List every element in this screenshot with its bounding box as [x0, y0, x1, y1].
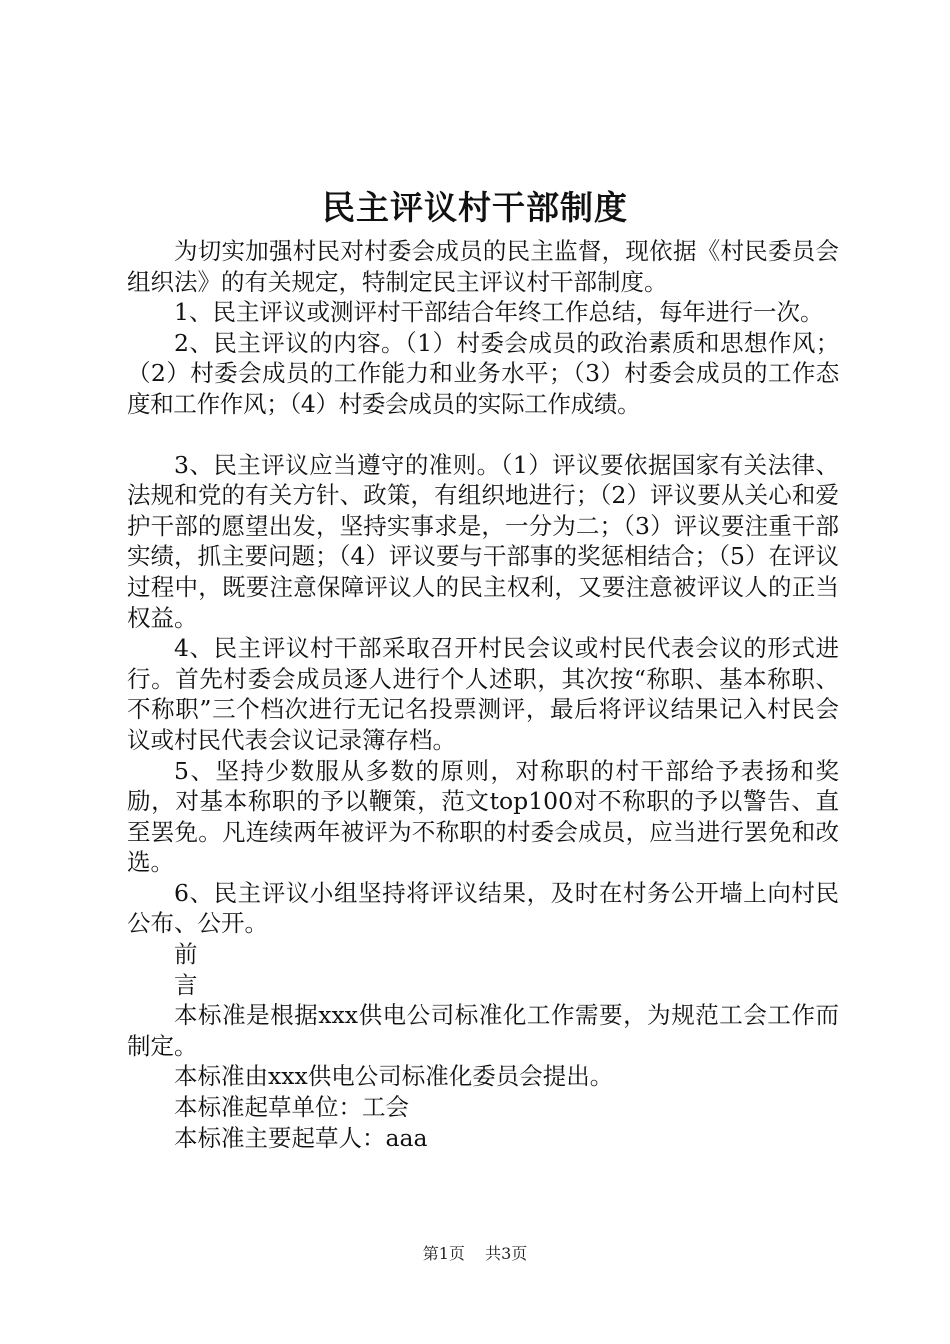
preface-heading-part-1: 前: [174, 940, 198, 969]
preface-paragraph-1: 本标准是根据xxx供电公司标准化工作需要，为规范工会工作而制定。: [127, 1001, 839, 1060]
preface-paragraph-3: 本标准起草单位：工会: [174, 1093, 409, 1122]
preface-paragraph-4: 本标准主要起草人：aaa: [174, 1123, 428, 1152]
intro-paragraph: 为切实加强村民对村委会成员的民主监督，现依据《村民委员会组织法》的有关规定，特制定民主评议村干部制度。: [127, 237, 839, 296]
page-number: 第1页: [422, 1244, 465, 1263]
page-footer: [0, 1243, 950, 1265]
clause-6-paragraph: 6、民主评议小组坚持将评议结果，及时在村务公开墙上向村民公布、公开。: [127, 878, 839, 938]
page-total: 共3页: [485, 1244, 528, 1263]
clause-3-paragraph: 3、民主评议应当遵守的准则。（1）评议要依据国家有关法律、法规和党的有关方针、政策，有组织地进行；（2）评议要从关心和爱护干部的愿望出发，坚持实事求是，一分为二；（3）评议要注重干部实绩，抓主要问题；（4）评议要与干部事的奖惩相结合；（5）在评议过程中，既要注意保障评议人的民主权利，又要注意被评议人的正当权益。: [127, 450, 839, 632]
clause-2-paragraph: 2、民主评议的内容。（1）村委会成员的政治素质和思想作风；（2）村委会成员的工作能力和业务水平；（3）村委会成员的工作态度和工作作风；（4）村委会成员的实际工作成绩。: [127, 328, 839, 418]
preface-heading-part-2: 言: [174, 970, 198, 999]
clause-5-paragraph: 5、坚持少数服从多数的原则，对称职的村干部给予表扬和奖励，对基本称职的予以鞭策，范文top100对不称职的予以警告、直至罢免。凡连续两年被评为不称职的村委会成员，应当进行罢免和改选。: [127, 756, 839, 877]
document-title: 民主评议村干部制度: [322, 188, 628, 227]
clause-1-paragraph: 1、民主评议或测评村干部结合年终工作总结，每年进行一次。: [174, 298, 824, 327]
clause-4-paragraph: 4、民主评议村干部采取召开村民会议或村民代表会议的形式进行。首先村委会成员逐人进行个人述职，其次按“称职、基本称职、不称职”三个档次进行无记名投票测评，最后将评议结果记入村民会议或村民代表会议记录簿存档。: [127, 634, 839, 754]
document-body: [127, 236, 839, 1153]
preface-paragraph-2: 本标准由xxx供电公司标准化委员会提出。: [174, 1062, 614, 1091]
